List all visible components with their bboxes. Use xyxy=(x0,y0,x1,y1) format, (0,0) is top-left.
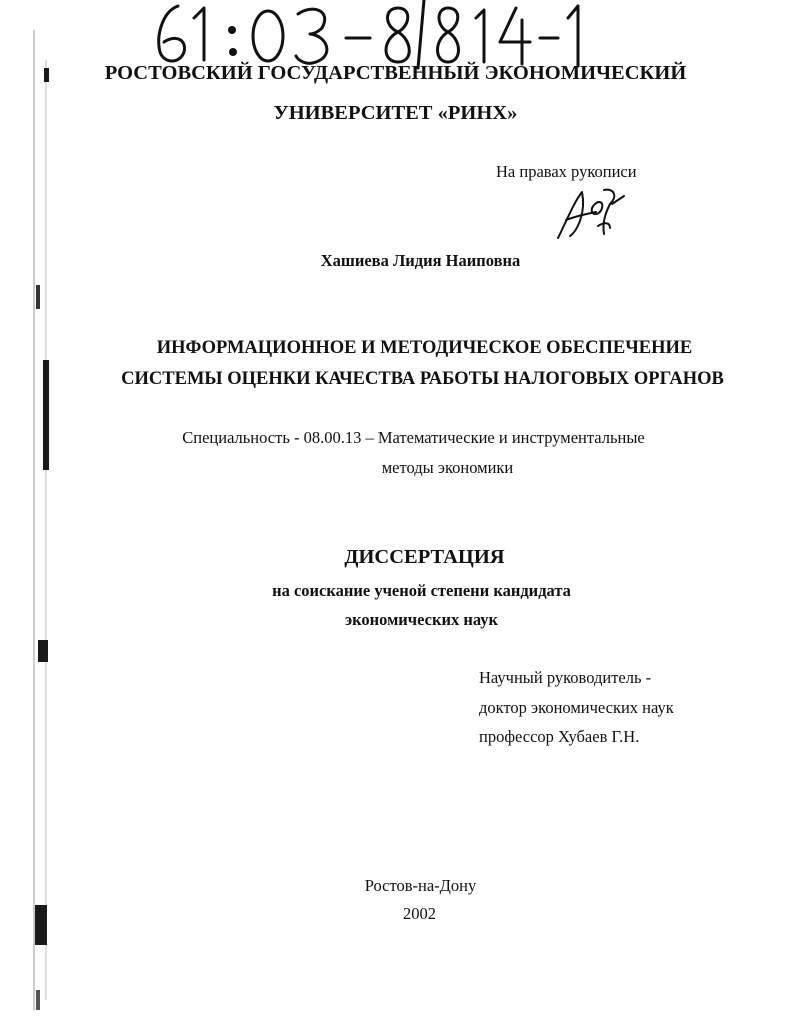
degree-line2: экономических наук xyxy=(344,610,499,629)
manuscript-rights-note: На правах рукописи xyxy=(496,162,637,181)
university-name-line2: УНИВЕРСИТЕТ «РИНХ» xyxy=(273,102,518,124)
author-signature xyxy=(552,182,628,244)
author-name: Хашиева Лидия Наиповна xyxy=(320,251,521,270)
specialty-line1: Специальность - 08.00.13 – Математические и инструментальные xyxy=(182,428,645,447)
degree-line1: на соискание ученой степени кандидата xyxy=(272,581,571,600)
handwritten-archive-code xyxy=(150,0,590,70)
dissertation-heading: ДИССЕРТАЦИЯ xyxy=(344,546,505,568)
city: Ростов-на-Дону xyxy=(364,876,477,895)
specialty-line2: методы экономики xyxy=(381,458,514,477)
scan-edge-marks xyxy=(0,0,60,1023)
supervisor-line2: доктор экономических наук xyxy=(479,698,674,717)
supervisor-line3: профессор Хубаев Г.Н. xyxy=(479,727,640,746)
year: 2002 xyxy=(403,904,436,923)
thesis-title-line1: ИНФОРМАЦИОННОЕ И МЕТОДИЧЕСКОЕ ОБЕСПЕЧЕНИЕ xyxy=(156,338,693,358)
university-name-line1: РОСТОВСКИЙ ГОСУДАРСТВЕННЫЙ ЭКОНОМИЧЕСКИЙ xyxy=(104,62,687,84)
supervisor-line1: Научный руководитель - xyxy=(479,668,652,687)
thesis-title-line2: СИСТЕМЫ ОЦЕНКИ КАЧЕСТВА РАБОТЫ НАЛОГОВЫХ ОРГАНОВ xyxy=(121,369,724,389)
